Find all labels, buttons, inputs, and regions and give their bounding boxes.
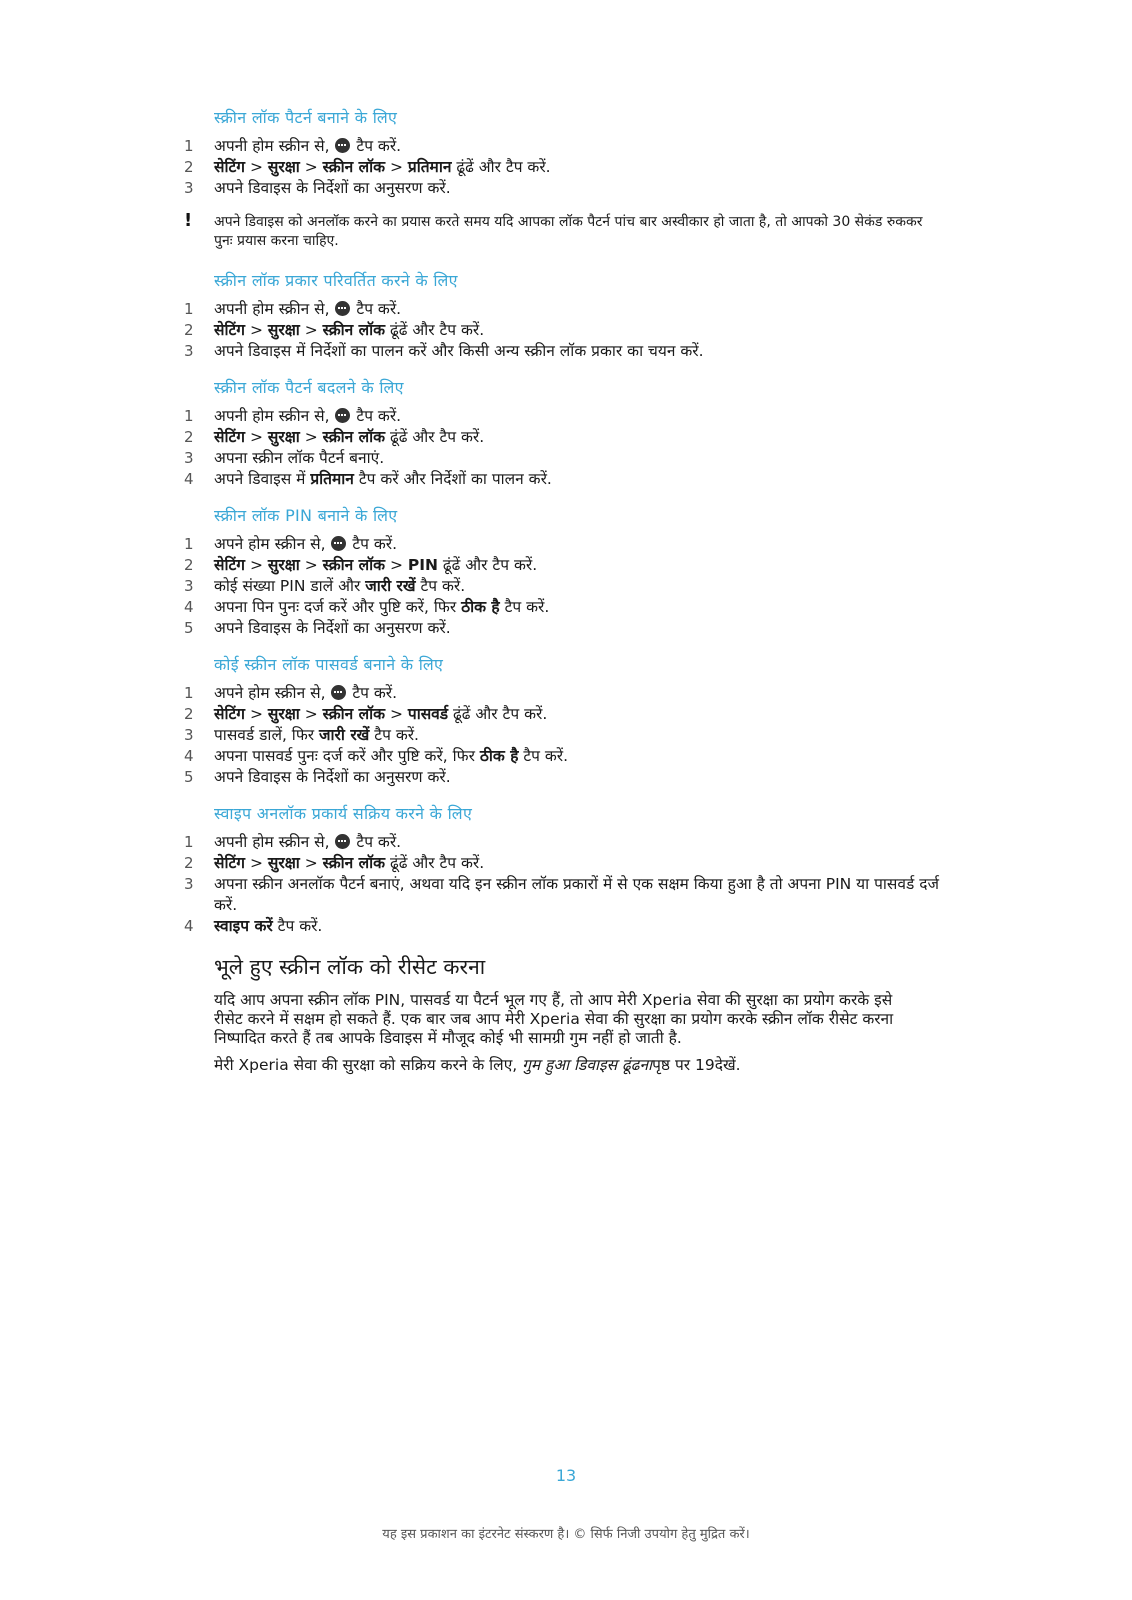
step-text: [214, 576, 944, 597]
step-text-part: टैप करें.: [351, 833, 402, 851]
menu-path-part: सेटिंग: [214, 158, 246, 176]
list-item: [184, 178, 944, 199]
section-heading: स्वाइप अनलॉक प्रकार्य सक्रिय करने के लिए: [214, 804, 473, 823]
ui-term: ठीक है: [461, 598, 500, 616]
step-text-part: पासवर्ड डालें, फिर: [214, 726, 320, 744]
paragraph-text: मेरी Xperia सेवा की सुरक्षा को सक्रिय करने के लिए,: [214, 1056, 523, 1074]
step-number: 4: [184, 598, 194, 616]
step-text-part: ढूंढें और टैप करें.: [448, 705, 548, 723]
step-text: [214, 534, 944, 555]
step-text: [214, 299, 944, 320]
menu-path-part: स्क्रीन लॉक: [322, 321, 386, 339]
section-heading: स्क्रीन लॉक पैटर्न बदलने के लिए: [214, 378, 404, 397]
section-heading: स्क्रीन लॉक पैटर्न बनाने के लिए: [214, 108, 398, 127]
step-number: 3: [184, 726, 194, 744]
step-number: 1: [184, 535, 194, 553]
step-list: [184, 832, 944, 937]
ui-term: जारी रखें: [319, 726, 370, 744]
apps-icon: [331, 536, 346, 551]
list-item: [184, 320, 944, 341]
step-number: 3: [184, 875, 194, 893]
step-text-part: अपनी होम स्क्रीन से,: [214, 407, 335, 425]
menu-path-part: स्क्रीन लॉक: [322, 705, 386, 723]
list-item: [184, 683, 944, 704]
list-item: [184, 136, 944, 157]
list-item: [184, 746, 944, 767]
step-number: 2: [184, 556, 194, 574]
step-text: अपना स्क्रीन लॉक पैटर्न बनाएं.: [214, 449, 385, 467]
path-separator: >: [245, 556, 268, 574]
step-text-part: ढूंढें और टैप करें.: [385, 854, 485, 872]
step-text-part: टैप करें.: [351, 300, 402, 318]
path-separator: >: [299, 321, 323, 339]
menu-path-part: स्क्रीन लॉक: [322, 158, 386, 176]
step-text: अपने डिवाइस के निर्देशों का अनुसरण करें.: [214, 768, 451, 786]
step-text: [214, 136, 944, 157]
path-separator: >: [299, 705, 323, 723]
menu-path-part: सेटिंग: [214, 428, 246, 446]
step-text: [214, 427, 944, 448]
reset-paragraph: यदि आप अपना स्क्रीन लॉक PIN, पासवर्ड या पैटर्न भूल गए हैं, तो आप मेरी Xperia सेवा की सुरक्षा का प्रयोग करके इसे रीसेट करने में सक्षम हो सकते हैं. एक बार जब आप मेरी Xperia सेवा की सुरक्षा का प्रयोग करके स्क्रीन लॉक रीसेट करना निष्पादित करते हैं तब आपके डिवाइस में मौजूद कोई भी सामग्री गुम नहीं हो जाती है.: [214, 991, 894, 1047]
step-number: 3: [184, 577, 194, 595]
step-text: [214, 725, 944, 746]
step-text: [214, 746, 944, 767]
path-separator: >: [299, 556, 323, 574]
step-text-part: टैप करें.: [351, 407, 402, 425]
step-number: 5: [184, 619, 194, 637]
step-number: 1: [184, 833, 194, 851]
step-text-part: टैप करें.: [518, 747, 569, 765]
step-number: 1: [184, 684, 194, 702]
main-content: [184, 106, 944, 1083]
menu-path-part: PIN: [407, 556, 438, 574]
step-list: [184, 534, 944, 639]
step-text: [214, 853, 944, 874]
footer-text: यह इस प्रकाशन का इंटरनेट संस्करण है। © सिर्फ निजी उपयोग हेतु मुद्रित करें।: [382, 1527, 750, 1542]
list-item: [184, 832, 944, 853]
reset-paragraph-link: [214, 1056, 914, 1075]
menu-path-part: सेटिंग: [214, 321, 246, 339]
step-text-part: ढूंढें और टैप करें.: [385, 428, 485, 446]
path-separator: >: [385, 158, 408, 176]
step-number: 4: [184, 470, 194, 488]
section-heading: स्क्रीन लॉक PIN बनाने के लिए: [214, 506, 398, 525]
list-item: [184, 299, 944, 320]
list-item: [184, 874, 944, 916]
ui-term: स्वाइप करें: [214, 917, 273, 935]
list-item: [184, 555, 944, 576]
menu-path-part: सेटिंग: [214, 556, 246, 574]
list-item: [184, 704, 944, 725]
step-text: [214, 832, 944, 853]
step-number: 5: [184, 768, 194, 786]
path-separator: >: [245, 158, 268, 176]
page-number: 13: [555, 1466, 577, 1485]
ui-term: प्रतिमान: [310, 470, 354, 488]
step-text-part: अपनी होम स्क्रीन से,: [214, 833, 335, 851]
step-text: [214, 555, 944, 576]
path-separator: >: [385, 705, 408, 723]
step-text-part: अपने होम स्क्रीन से,: [214, 684, 331, 702]
step-number: 2: [184, 321, 194, 339]
step-list: [184, 299, 944, 362]
menu-path-part: स्क्रीन लॉक: [322, 854, 386, 872]
step-text-part: टैप करें.: [347, 535, 398, 553]
path-separator: >: [245, 854, 268, 872]
list-item: [184, 406, 944, 427]
menu-path-part: प्रतिमान: [407, 158, 452, 176]
step-text-part: टैप करें.: [415, 577, 466, 595]
menu-path-part: सेटिंग: [214, 705, 246, 723]
cross-reference-link[interactable]: गुम हुआ डिवाइस ढूंढना: [522, 1056, 653, 1074]
list-item: [184, 469, 944, 490]
menu-path-part: स्क्रीन लॉक: [322, 428, 386, 446]
step-text: [214, 916, 944, 937]
list-item: [184, 341, 944, 362]
path-separator: >: [245, 705, 268, 723]
menu-path-part: सुरक्षा: [267, 321, 300, 339]
step-text: [214, 704, 944, 725]
menu-path-part: स्क्रीन लॉक: [322, 556, 386, 574]
list-item: [184, 427, 944, 448]
step-text-part: टैप करें.: [351, 137, 402, 155]
path-separator: >: [385, 556, 408, 574]
menu-path-part: सुरक्षा: [267, 854, 300, 872]
step-text-part: कोई संख्या PIN डालें और: [214, 577, 366, 595]
step-text-part: टैप करें.: [272, 917, 323, 935]
list-item: [184, 853, 944, 874]
warning-icon: !: [184, 210, 193, 231]
note-text: अपने डिवाइस को अनलॉक करने का प्रयास करते समय यदि आपका लॉक पैटर्न पांच बार अस्वीकार हो जाता है, तो आपको 30 सेकंड रुककर पुनः प्रयास करना चाहिए.: [214, 214, 923, 249]
list-item: [184, 534, 944, 555]
reset-heading: भूले हुए स्क्रीन लॉक को रीसेट करना: [214, 955, 486, 979]
step-text-part: अपनी होम स्क्रीन से,: [214, 300, 335, 318]
step-text-part: टैप करें.: [369, 726, 419, 744]
list-item: [184, 448, 944, 469]
apps-icon: [335, 834, 350, 849]
step-number: 2: [184, 854, 194, 872]
step-text: [214, 406, 944, 427]
step-text: [214, 469, 944, 490]
apps-icon: [335, 138, 350, 153]
step-text: [214, 157, 944, 178]
ui-term: ठीक है: [479, 747, 519, 765]
section-heading: कोई स्क्रीन लॉक पासवर्ड बनाने के लिए: [214, 655, 444, 674]
step-text: अपने डिवाइस के निर्देशों का अनुसरण करें.: [214, 619, 451, 637]
step-number: 3: [184, 342, 194, 360]
list-item: [184, 725, 944, 746]
menu-path-part: सुरक्षा: [267, 428, 300, 446]
step-number: 1: [184, 137, 194, 155]
step-text: [214, 597, 944, 618]
step-text-part: ढूंढें और टैप करें.: [385, 321, 485, 339]
step-number: 3: [184, 449, 194, 467]
step-number: 2: [184, 705, 194, 723]
step-text-part: ढूंढें और टैप करें.: [451, 158, 551, 176]
step-text-part: ढूंढें और टैप करें.: [438, 556, 538, 574]
step-number: 4: [184, 747, 194, 765]
ui-term: जारी रखें: [365, 577, 416, 595]
step-number: 2: [184, 428, 194, 446]
warning-note: [184, 210, 944, 251]
step-text: अपना स्क्रीन अनलॉक पैटर्न बनाएं, अथवा यदि इन स्क्रीन लॉक प्रकारों में से एक सक्षम किया हुआ है तो अपना PIN या पासवर्ड दर्ज करें.: [214, 875, 939, 914]
path-separator: >: [299, 158, 323, 176]
step-text: [214, 683, 944, 704]
list-item: [184, 767, 944, 788]
section-heading: स्क्रीन लॉक प्रकार परिवर्तित करने के लिए: [214, 271, 458, 290]
step-number: 1: [184, 300, 194, 318]
step-list: [184, 406, 944, 490]
path-separator: >: [299, 854, 323, 872]
apps-icon: [331, 685, 346, 700]
step-text-part: अपने होम स्क्रीन से,: [214, 535, 331, 553]
step-list: [184, 136, 944, 199]
step-text-part: अपना पासवर्ड पुनः दर्ज करें और पुष्टि करें, फिर: [214, 747, 480, 765]
list-item: [184, 597, 944, 618]
path-separator: >: [245, 428, 268, 446]
list-item: [184, 916, 944, 937]
menu-path-part: सुरक्षा: [267, 158, 300, 176]
step-text-part: अपना पिन पुनः दर्ज करें और पुष्टि करें, फिर: [214, 598, 462, 616]
step-text-part: टैप करें.: [499, 598, 550, 616]
list-item: [184, 618, 944, 639]
step-text-part: अपने डिवाइस में: [214, 470, 311, 488]
step-text-part: टैप करें.: [347, 684, 398, 702]
menu-path-part: सेटिंग: [214, 854, 246, 872]
apps-icon: [335, 408, 350, 423]
step-text: अपने डिवाइस के निर्देशों का अनुसरण करें.: [214, 179, 451, 197]
step-number: 4: [184, 917, 194, 935]
path-separator: >: [245, 321, 268, 339]
step-text: [214, 320, 944, 341]
step-number: 1: [184, 407, 194, 425]
step-text: अपने डिवाइस में निर्देशों का पालन करें और किसी अन्य स्क्रीन लॉक प्रकार का चयन करें.: [214, 342, 704, 360]
list-item: [184, 157, 944, 178]
step-number: 3: [184, 179, 194, 197]
menu-path-part: सुरक्षा: [267, 556, 300, 574]
paragraph-text: पृष्ठ पर 19देखें.: [652, 1056, 741, 1074]
step-list: [184, 683, 944, 788]
menu-path-part: सुरक्षा: [267, 705, 300, 723]
menu-path-part: पासवर्ड: [407, 705, 449, 723]
step-text-part: अपनी होम स्क्रीन से,: [214, 137, 335, 155]
apps-icon: [335, 301, 350, 316]
step-number: 2: [184, 158, 194, 176]
step-text-part: टैप करें और निर्देशों का पालन करें.: [353, 470, 552, 488]
path-separator: >: [299, 428, 323, 446]
list-item: [184, 576, 944, 597]
